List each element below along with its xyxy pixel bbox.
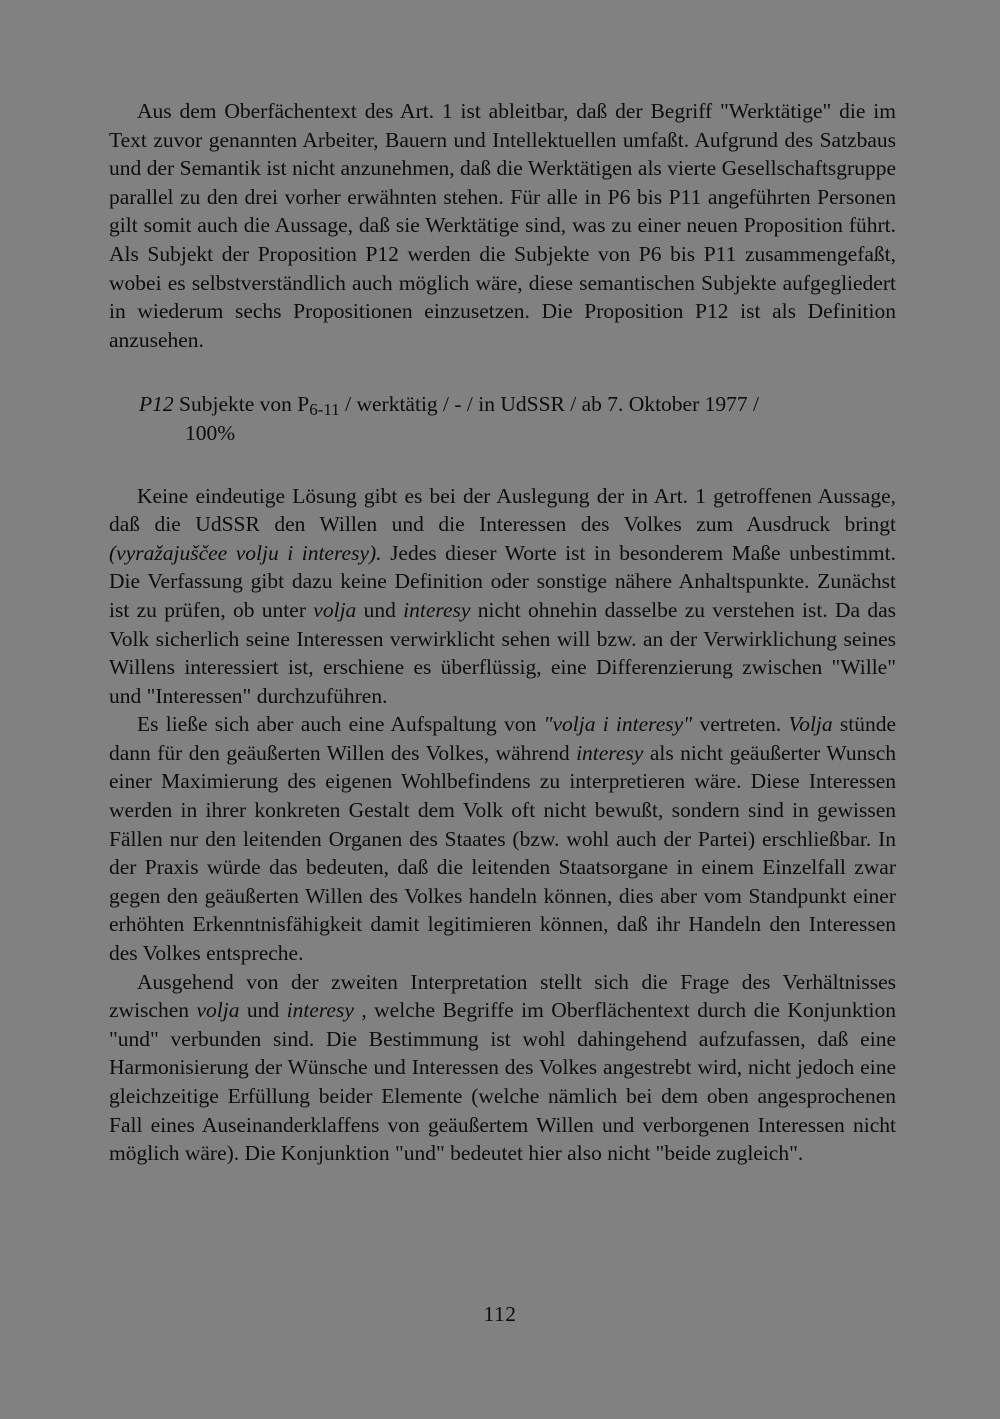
paragraph-2-italic-3: interesy	[403, 597, 471, 622]
proposition-text-start: Subjekte von P	[179, 392, 310, 417]
paragraph-2-italic-2: volja	[313, 597, 357, 622]
paragraph-4-italic-1: volja	[196, 998, 240, 1023]
proposition-subscript: 6-11	[309, 400, 340, 420]
paragraph-4-italic-2: interesy	[286, 998, 354, 1023]
paragraph-4-text-1: Ausgehend von der zweiten Interpretation stellt sich die Frage des Verhältnisses zwischen	[109, 969, 896, 1023]
proposition-text-end: / werktätig / - / in UdSSR / ab 7. Oktober 1977 /	[345, 392, 759, 417]
paragraph-2-italic-1: (vyražajuščee volju i interesy).	[109, 540, 382, 565]
paragraph-3-italic-1: "volja i interesy"	[543, 712, 693, 737]
paragraph-2	[109, 482, 896, 711]
page-body	[109, 97, 896, 1168]
paragraph-3-italic-3: interesy	[576, 740, 644, 765]
paragraph-1-text: Aus dem Oberfächentext des Art. 1 ist ableitbar, daß der Begriff "Werktätige" die im Text zuvor genannten Arbeiter, Bauern und Intellektuellen umfaßt. Aufgrund des Satzbaus und der Semantik ist nicht anzunehmen, daß die Werktätigen als vierte Gesellschaftsgruppe parallel zu den drei vorher erwähnten stehen. Für alle in P6 bis P11 angeführten Personen gilt somit auch die Aussage, daß sie Werktätige sind, was zu einer neuen Proposition führt. Als Subjekt der Proposition P12 werden die Subjekte von P6 bis P11 zusammengefaßt, wobei es selbstverständlich auch möglich wäre, diese semantischen Subjekte aufgegliedert in wiederum sechs Propositionen einzusetzen. Die Proposition P12 ist als Definition anzusehen.	[109, 99, 896, 352]
proposition-label: P12	[139, 392, 174, 417]
paragraph-3-text-2: vertreten.	[699, 712, 782, 737]
paragraph-4-text-2: und	[246, 998, 280, 1023]
paragraph-3-text-4: als nicht geäußerter Wunsch einer Maximierung des eigenen Wohlbefindens zu interpretieren wäre. Diese Interessen werden in ihrer konkreten Gestalt dem Volk oft nicht bewußt, sondern sind in gewissen Fällen nur den leitenden Organen des Staates (bzw. wohl auch der Partei) erschließbar. In der Praxis würde das bedeuten, daß die leitenden Staatsorgane in einem Einzelfall zwar gegen den geäußerten Willen des Volkes handeln können, dies aber vom Standpunkt einer erhöhten Erkenntnisfähigkeit damit legitimieren können, daß ihr Handeln den Interessen des Volkes entspreche.	[109, 740, 897, 966]
paragraph-3-text-1: Es ließe sich aber auch eine Aufspaltung von	[137, 712, 537, 737]
paragraph-2-text-2: Jedes dieser Worte ist in besonderem Maße unbestimmt. Die Verfassung gibt dazu keine Definition oder sonstige nähere Anhaltspunkte. Zunächst ist zu prüfen, ob unter	[109, 540, 896, 622]
paragraph-2-text-4: nicht ohnehin dasselbe zu verstehen ist. Da das Volk sicherlich seine Interessen verwirklicht sehen will bzw. an der Verwirklichung seines Willens interessiert ist, erschiene es überflüssig, eine Differenzierung zwischen "Wille" und "Interessen" durchzuführen.	[109, 597, 897, 708]
spacer	[109, 448, 896, 482]
paragraph-4-text-3: , welche Begriffe im Oberflächentext durch die Konjunktion "und" verbunden sind. Die Bestimmung ist wohl dahingehend aufzufassen, daß eine Harmonisierung der Wünsche und Interessen des Volkes angestrebt wird, nicht jedoch eine gleichzeitige Erfüllung beider Elemente (welche nämlich bei dem oben angesprochenen Fall eines Auseinanderklaffens von geäußertem Willen und verborgenen Interessen nicht möglich wäre). Die Konjunktion "und" bedeutet hier also nicht "beide zugleich".	[109, 998, 897, 1166]
paragraph-2-text-3: und	[363, 597, 396, 622]
page-number: 112	[483, 1302, 517, 1326]
paragraph-3	[109, 710, 896, 967]
paragraph-3-italic-2: Volja	[788, 712, 833, 737]
paragraph-4	[109, 968, 896, 1168]
paragraph-3-text-3: stünde dann für den geäußerten Willen des Volkes, während	[109, 712, 897, 765]
paragraph-2-text-1: Keine eindeutige Lösung gibt es bei der Auslegung der in Art. 1 getroffenen Aussage, daß die UdSSR den Willen und die Interessen des Volkes zum Ausdruck bringt	[109, 483, 896, 537]
proposition-continuation: 100%	[185, 420, 236, 445]
proposition-p12	[139, 390, 896, 447]
paragraph-1	[109, 97, 896, 354]
